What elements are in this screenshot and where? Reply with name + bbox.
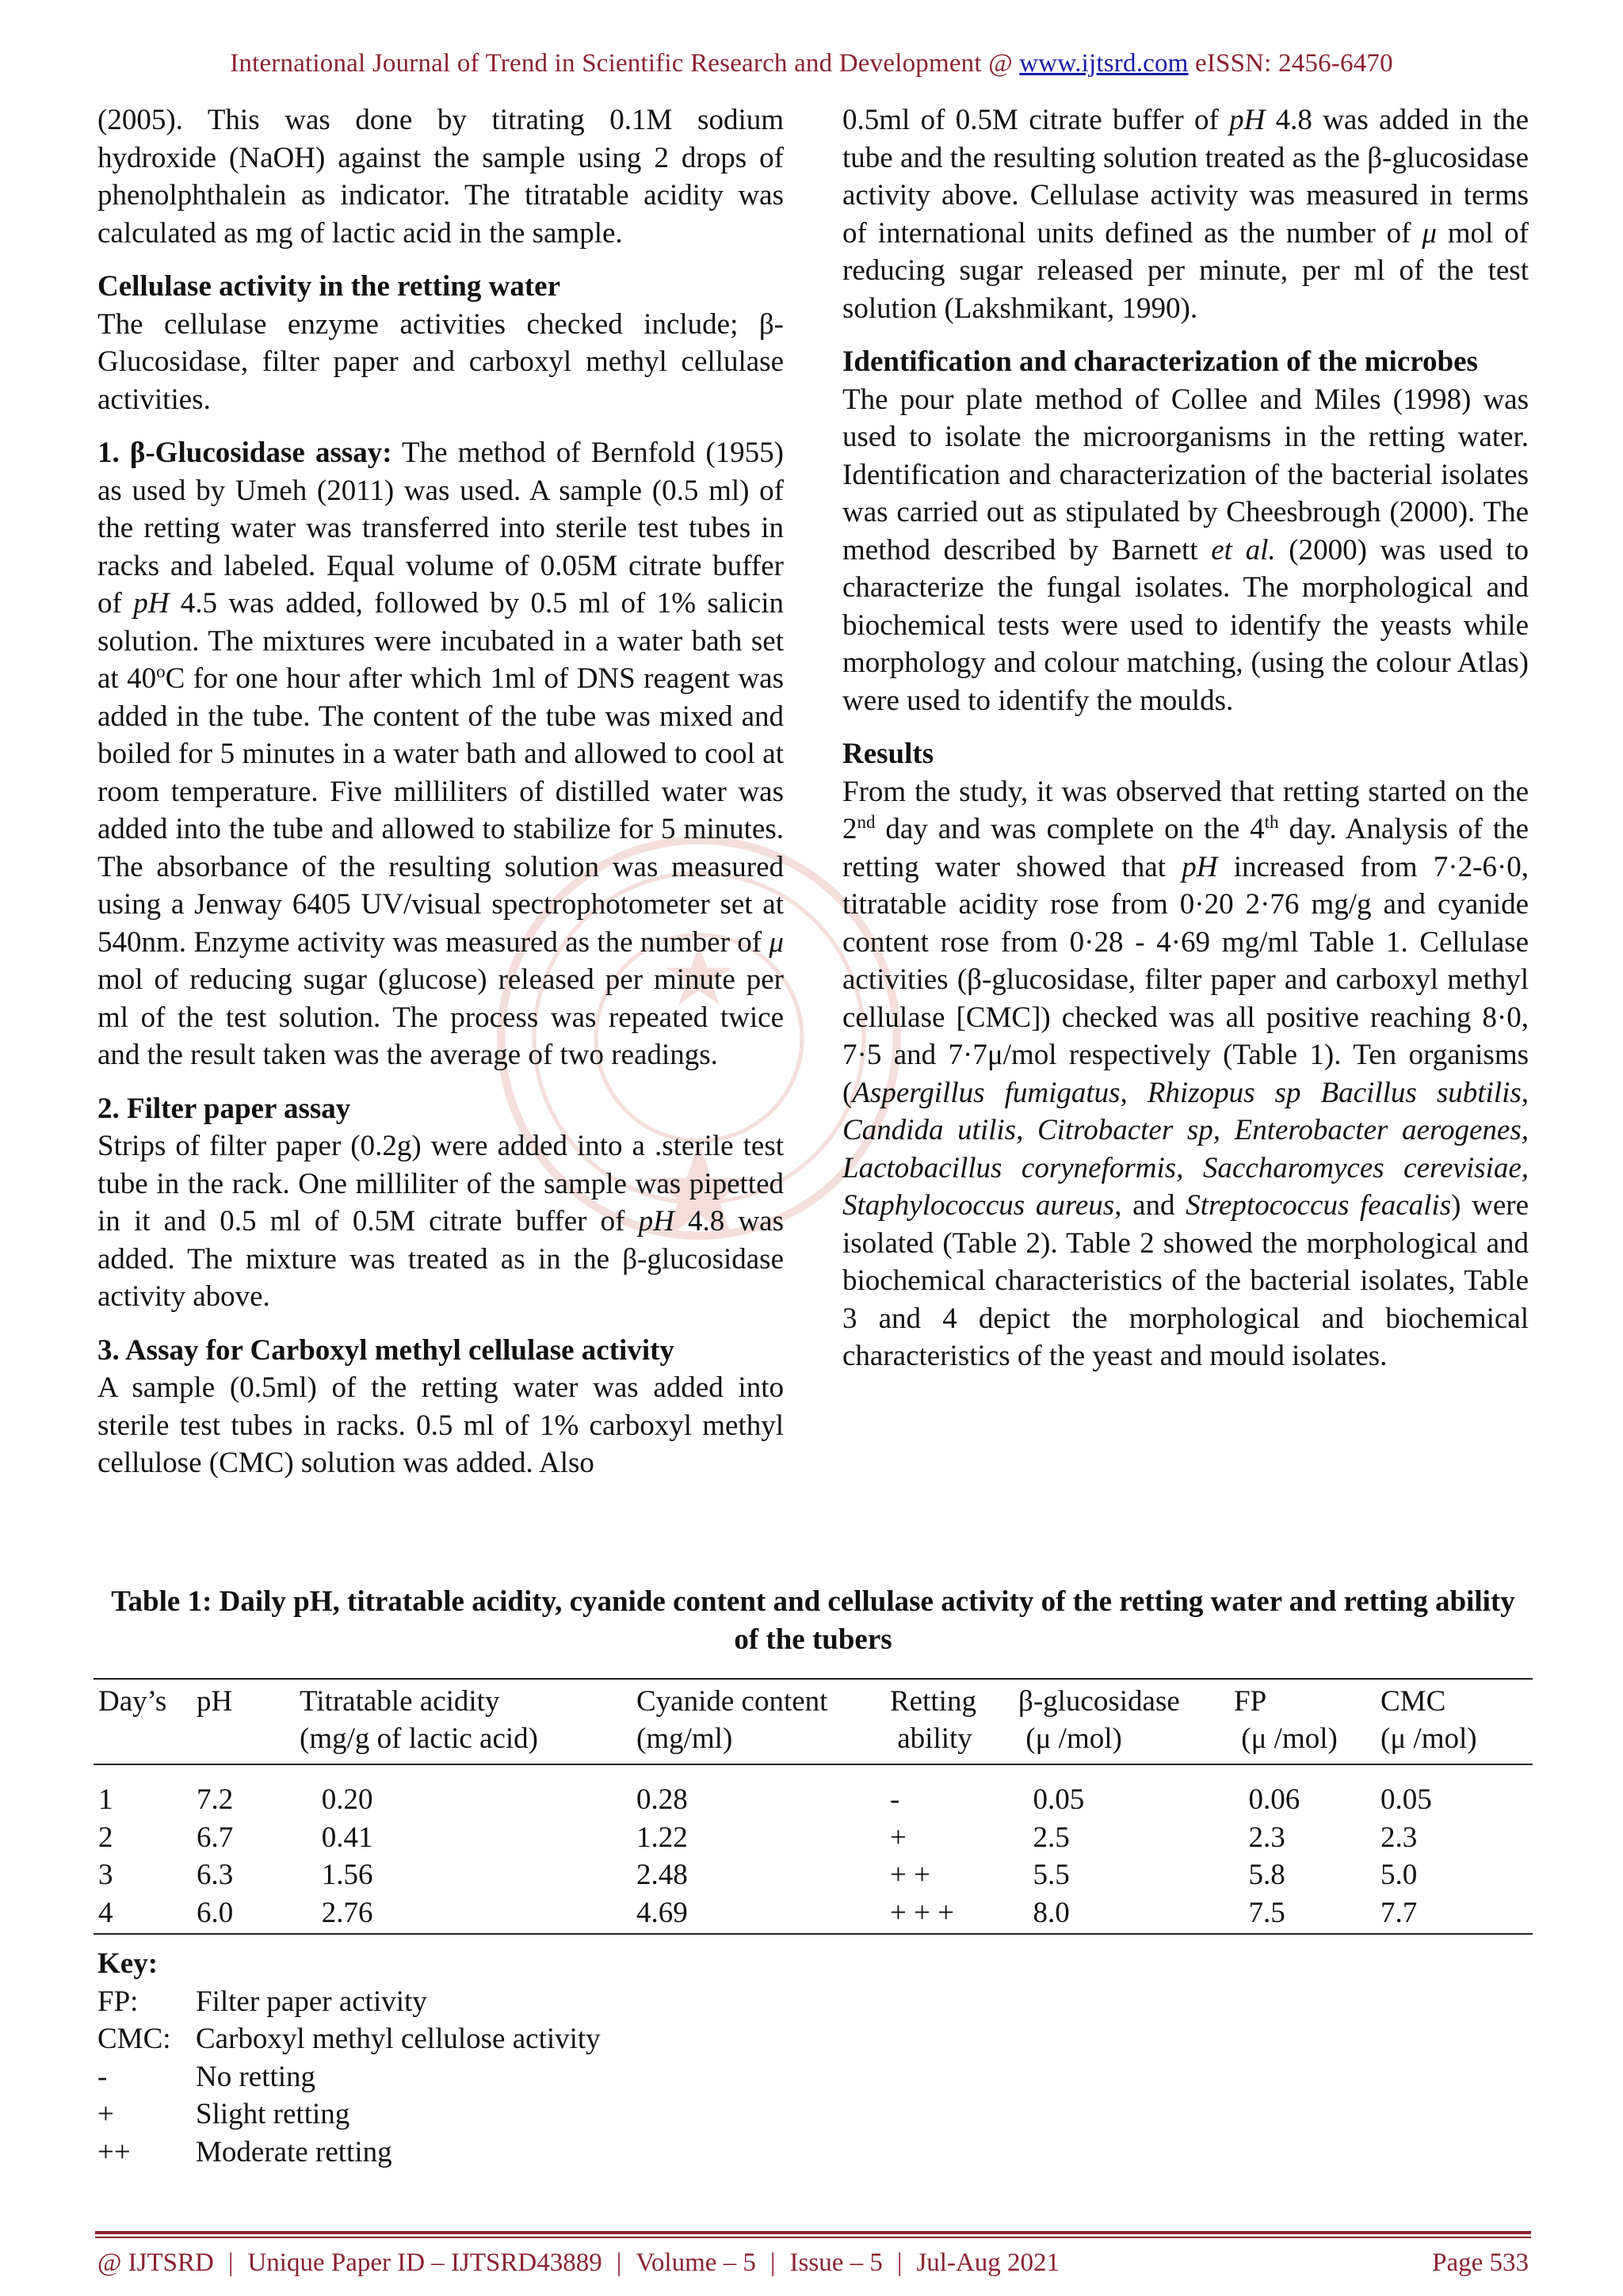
table-cell: 6.3: [197, 1859, 234, 1891]
heading-cellulase-activity: Cellulase activity in the retting water: [97, 270, 560, 303]
table-header-cell: CMC (μ /mol): [1381, 1685, 1477, 1755]
table-cell: 2: [98, 1821, 113, 1854]
table-header-cell: β-glucosidase (μ /mol): [1018, 1685, 1180, 1755]
table-header-cell: pH: [197, 1685, 233, 1718]
table-cell: 0.06: [1234, 1783, 1300, 1816]
table-daily-retting: [94, 1678, 1533, 1935]
footer-journal: @ IJTSRD: [97, 2248, 214, 2277]
table-cell: + + +: [890, 1896, 955, 1929]
footer-rule-thick: [95, 2231, 1531, 2234]
table-cell: 2.3: [1234, 1821, 1285, 1854]
key-description: Moderate retting: [196, 2135, 392, 2168]
left-column: [97, 101, 784, 1482]
key-item: [97, 2020, 601, 2058]
header-issn: eISSN: 2456-6470: [1188, 49, 1393, 78]
table-cell: 1.22: [636, 1821, 688, 1854]
table-row: [94, 1856, 1533, 1894]
table-header-cell: FP (μ /mol): [1234, 1685, 1338, 1755]
table-cell: 3: [98, 1859, 113, 1891]
table-cell: 2.48: [636, 1859, 688, 1891]
table-header-row: [94, 1679, 1533, 1764]
table-cell: 4: [98, 1896, 113, 1929]
key-description: No retting: [196, 2060, 316, 2093]
key-item: [97, 1983, 601, 2021]
table-cell: 7.2: [197, 1783, 234, 1816]
table-header-cell: Day’s: [98, 1685, 167, 1718]
footer-left: @ IJTSRD | Unique Paper ID – IJTSRD43889 | Volume – 5 | Issue – 5 | Jul-Aug 2021: [97, 2248, 1060, 2277]
table-cell: 0.28: [636, 1783, 688, 1816]
table-cell: -: [890, 1783, 900, 1816]
table-cell: 5.8: [1234, 1859, 1285, 1891]
key-abbreviation: FP:: [97, 1985, 139, 2018]
footer-rule-thin: [95, 2237, 1531, 2238]
heading-glucosidase-assay: 1. β-Glucosidase assay:: [97, 437, 392, 469]
table-header: [94, 1679, 1533, 1764]
key-description: Carboxyl methyl cellulose activity: [196, 2023, 601, 2055]
table-cell: 7.7: [1381, 1896, 1418, 1929]
heading-identification: Identification and characterization of the microbes: [842, 345, 1478, 378]
key-items: [97, 1983, 601, 2172]
table-cell: 2.76: [300, 1896, 373, 1929]
page-footer: [97, 2248, 1529, 2278]
table-cell: 1: [98, 1783, 113, 1816]
paragraph-cmc-assay: A sample (0.5ml) of the retting water was added into sterile test tubes in racks. 0.5 ml of 1% carboxyl methyl cellulose (CMC) solution was added. Also: [97, 1371, 784, 1479]
paragraph-titration: (2005). This was done by titrating 0.1M sodium hydroxide (NaOH) against the sample using 2 drops of phenolphthalein as indicator. The titratable acidity was calculated as mg of lactic acid in the sample.: [97, 104, 784, 250]
table-row: [94, 1764, 1533, 1819]
footer-volume: Volume – 5: [636, 2248, 756, 2277]
header-website-link[interactable]: www.ijtsrd.com: [1019, 49, 1189, 78]
table-cell: 8.0: [1018, 1896, 1070, 1929]
table-cell: 1.56: [300, 1859, 373, 1891]
table-header-cell: Retting ability: [890, 1685, 976, 1755]
key-abbreviation: ++: [97, 2135, 131, 2168]
table-cell: 0.41: [300, 1821, 373, 1854]
right-column: [842, 101, 1529, 1375]
key-abbreviation: -: [97, 2060, 108, 2093]
table-cell: +: [890, 1821, 907, 1854]
footer-paper-id: Unique Paper ID – IJTSRD43889: [247, 2248, 602, 2277]
key-item: [97, 2058, 601, 2096]
key-abbreviation: +: [97, 2098, 114, 2130]
table-cell: + +: [890, 1859, 930, 1891]
table-cell: 2.5: [1018, 1821, 1070, 1854]
table-cell: 4.69: [636, 1896, 688, 1929]
table-title: Table 1: Daily pH, titratable acidity, cyanide content and cellulase activity of the retting water and retting ability of the tubers: [111, 1585, 1515, 1656]
table-header-cell: Titratable acidity (mg/g of lactic acid): [300, 1685, 539, 1755]
key-description: Filter paper activity: [196, 1985, 427, 2018]
table-cell: 5.0: [1381, 1859, 1418, 1891]
key-item: [97, 2096, 601, 2134]
paragraph-identification: The pour plate method of Collee and Miles (1998) was used to isolate the microorganisms in the retting water. Identification and characterization of the bacterial isolates was carried out as stipulated by Cheesbrough (2000). The method described by Barnett et al. (2000) was used to characterize the fungal isolates. The morphological and biochemical tests were used to identify the yeasts while morphology and colour matching, (using the colour Atlas) were used to identify the moulds.: [842, 383, 1529, 717]
table-row: [94, 1819, 1533, 1857]
heading-results: Results: [842, 738, 934, 770]
table-cell: 0.20: [300, 1783, 373, 1816]
paragraph-glucosidase-assay: 1. β-Glucosidase assay: The method of Bernfold (1955) as used by Umeh (2011) was used. A sample (0.5 ml) of the retting water was transferred into sterile test tubes in racks and labeled. Equal volume of 0.05M citrate buffer of pH 4.5 was added, followed by 0.5 ml of 1% salicin solution. The mixtures were incubated in a water bath set at 40$^o$C for one hour after which 1ml of DNS reagent was added in the tube. The content of the tube was mixed and boiled for 5 minutes in a water bath and allowed to cool at room temperature. Five milliliters of distilled water was added into the tube and allowed to stabilize for 5 minutes. The absorbance of the resulting solution was measured using a Jenway 6405 UV/visual spectrophotometer set at 540nm. Enzyme activity was measured as the number of μ mol of reducing sugar (glucose) released per minute per ml of the test solution. The process was repeated twice and the result taken was the average of two readings.: [97, 437, 784, 1071]
table-cell: 0.05: [1381, 1783, 1432, 1816]
table-cell: 6.0: [197, 1896, 234, 1929]
footer-date: Jul-Aug 2021: [916, 2248, 1060, 2277]
key-description: Slight retting: [196, 2098, 350, 2130]
table-cell: 5.5: [1018, 1859, 1070, 1891]
footer-page-number: Page 533: [1432, 2248, 1529, 2277]
key-abbreviation: CMC:: [97, 2023, 171, 2055]
paragraph-cellulase-activity: The cellulase enzyme activities checked include; β-Glucosidase, filter paper and carboxyl methyl cellulase activities.: [97, 307, 784, 416]
key-item: [97, 2134, 601, 2172]
heading-filter-paper-assay: 2. Filter paper assay: [97, 1092, 351, 1125]
table-header-cell: Cyanide content (mg/ml): [636, 1685, 828, 1755]
paragraph-results: From the study, it was observed that retting started on the 2nd day and was complete on the 4th day. Analysis of the retting water showed that pH increased from 7·2-6·0, titratable acidity rose from 0·20 2·76 mg/g and cyanide content rose from 0·28 - 4·69 mg/ml Table 1. Cellulase activities (β-glucosidase, filter paper and carboxyl methyl cellulase [CMC]) checked was all positive reaching 8·0, 7·5 and 7·7μ/mol respectively (Table 1). Ten organisms (Aspergillus fumigatus, Rhizopus sp Bacillus subtilis, Candida utilis, Citrobacter sp, Enterobacter aerogenes, Lactobacillus coryneformis, Saccharomyces cerevisiae, Staphylococcus aureus, and Streptococcus feacalis) were isolated (Table 2). Table 2 showed the morphological and biochemical characteristics of the bacterial isolates, Table 3 and 4 depict the morphological and biochemical characteristics of the yeast and mould isolates.: [842, 775, 1529, 1372]
key-title: Key:: [97, 1947, 158, 1980]
table-cell: 0.05: [1018, 1783, 1085, 1816]
table-body: [94, 1764, 1533, 1934]
footer-issue: Issue – 5: [789, 2248, 883, 2277]
table-cell: 7.5: [1234, 1896, 1285, 1929]
table-key: [97, 1945, 601, 2171]
table-row: [94, 1894, 1533, 1935]
paragraph-cmc-continued: 0.5ml of 0.5M citrate buffer of pH 4.8 was added in the tube and the resulting solution treated as the β-glucosidase activity above. Cellulase activity was measured in terms of international units defined as the number of μ mol of reducing sugar released per minute, per ml of the test solution (Lakshmikant, 1990).: [842, 104, 1529, 325]
table-cell: 6.7: [197, 1821, 234, 1854]
header-journal-name: International Journal of Trend in Scientific Research and Development @: [230, 49, 1020, 78]
paragraph-filter-paper-assay: Strips of filter paper (0.2g) were added into a .sterile test tube in the rack. One milliliter of the sample was pipetted in it and 0.5 ml of 0.5M citrate buffer of pH 4.8 was added. The mixture was treated as in the β-glucosidase activity above.: [97, 1130, 784, 1313]
table-cell: 2.3: [1381, 1821, 1418, 1854]
running-header: [0, 49, 1623, 78]
heading-cmc-assay: 3. Assay for Carboxyl methyl cellulase activity: [97, 1333, 674, 1367]
